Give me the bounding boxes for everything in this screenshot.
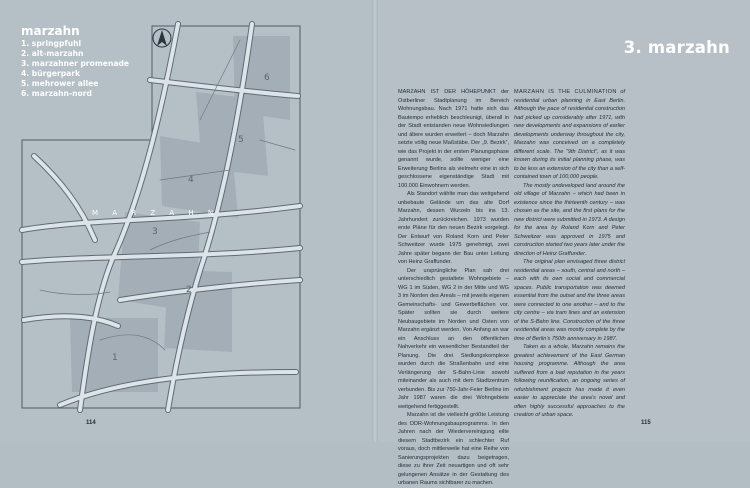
english-paragraph: The mostly undeveloped land around the old village of Marzahn – which had been in existence since the thirteenth century – was chosen as the site, and the first plans for the new district were submitted in 1973. A design for the area by Roland Korn and Peter Schweitzer was approved in 1975 and construction started two years later under the direction of Heinz Graffunder.	[514, 182, 625, 257]
map-district-label: M A R Z A H N	[92, 209, 220, 217]
german-paragraph: Der ursprüngliche Plan sah drei unterschiedlich gestaltete Wohngebiete – WG 1 im Süden, WG 2 in der Mitte und WG 3 im Norden des Areals – mit jeweils eigenen Gemeinschafts- und Gewerbeflächen vor. Später sollten sie durch weitere Neubaugebiete im Norden und Osten von Marzahn ergänzt werden. Von Anfang an war ein Anschluss an den öffentlichen Nahverkehr ein wesentlicher Bestandteil der Planung. Die drei Siedlungskomplexe wurden durch die Straßenbahn und eine Verlängerung der S-Bahn-Linie sowohl miteinander als auch mit dem Stadtzentrum verbunden. Bis zur 750-Jahr-Feier Berlins im Jahr 1987 waren die drei Wohngebiete weitgehend fertiggestellt.	[398, 267, 510, 410]
english-paragraph: Taken as a whole, Marzahn remains the greatest achievement of the East German housing programme. Although the area suffered from a bad reputation in the years following reunification, an ongoing series of refurbishment projects has made it even easier to appreciate the area’s novel and often highly successful approaches to the creation of urban space.	[514, 344, 625, 418]
german-text-column	[398, 88, 509, 488]
english-paragraph-text: of residential urban planning in East Berlin. Although the pace of residential construction had picked up considerably after 1971, with new developments and expansions of earlier developments underway throughout the city, Marzahn was conceived on a completely different scale. The “9th District”, as it was known during its initial planning phase, was to be less an extension of the city than a self-contained town of 100,000 people.	[514, 89, 626, 180]
area-number-1: 1	[112, 353, 118, 363]
german-paragraph: MARZAHN IST DER HÖHEPUNKT der Ostberliner Stadtplanung im Bereich Wohnungsbau. Nach 1971 hatte sich das Bautempo erheblich beschleunigt, überall in der Stadt entstanden neue Wohnsiedlungen und ältere wurden erweitert – doch Marzahn setzte völlig neue Maßstäbe. Der „9. Bezirk“, wie das Projekt in der ersten Planungsphase genannt wurde, sollte weniger eine Erweiterung Berlins als vielmehr eine in sich geschlossene eigenständige Stadt mit 100.000 Einwohnern werden.	[398, 89, 509, 189]
chapter-heading: 3. marzahn	[623, 38, 730, 57]
german-paragraph: Marzahn ist die vielleicht größte Leistung des DDR-Wohnungsbauprogramms. In den Jahren nach der Wiedervereinigung eilte diesem Stadtbezirk ein schlechter Ruf voraus, doch mittlerweile hat eine Reihe von Sanierungsprojekten dazu beigetragen, diese zu ihrer Zeit neuartigen und oft sehr gelungenen Ansätze in der Gestaltung des urbanen Raums sichtbarer zu machen.	[398, 412, 509, 486]
page-number-right: 115	[641, 420, 651, 426]
area-number-4: 4	[188, 175, 194, 185]
area-number-2: 2	[186, 285, 192, 295]
area-number-5: 5	[238, 135, 244, 145]
german-paragraph: Als Standort wählte man das weitgehend unbebaute Gelände um das alte Dorf Marzahn, dessen Wurzeln bis ins 13. Jahrhundert zurückreichen. 1973 wurden erste Pläne für den neuen Bezirk vorgelegt. Der Entwurf von Roland Korn und Peter Schweitzer wurde 1975 genehmigt, zwei Jahre später begann der Bau unter Leitung von Heinz Graffunder.	[398, 191, 509, 265]
legend-item: 6. marzahn-nord	[21, 89, 92, 98]
legend-item: 3. marzahner promenade	[21, 59, 130, 68]
north-arrow-icon	[153, 29, 171, 47]
legend-item: 4. bürgerpark	[21, 69, 81, 78]
english-paragraph	[514, 88, 625, 182]
legend-item: 1. springpfuhl	[21, 39, 82, 48]
page-number-left: 114	[86, 420, 96, 426]
english-lead-caps: MARZAHN IS THE CULMINATION	[514, 89, 617, 95]
legend-item: 2. alt-marzahn	[21, 49, 84, 58]
area-number-6: 6	[264, 73, 270, 83]
english-paragraph: The original plan envisaged three district residential areas – south, central and north – each with its own social and commercial spaces. Public transportation was deemed essential from the outset and the three areas were connected to one another – and to the city centre – via tram lines and an extension of the S-Bahn line. Construction of the three residential areas was mostly complete by the time of Berlin’s 750th anniversary in 1987.	[514, 259, 625, 342]
legend-title: marzahn	[21, 24, 80, 38]
area-number-3: 3	[152, 227, 158, 237]
english-text-column	[514, 88, 625, 420]
map-legend	[21, 24, 129, 99]
legend-item: 5. mehrower allee	[21, 79, 99, 88]
